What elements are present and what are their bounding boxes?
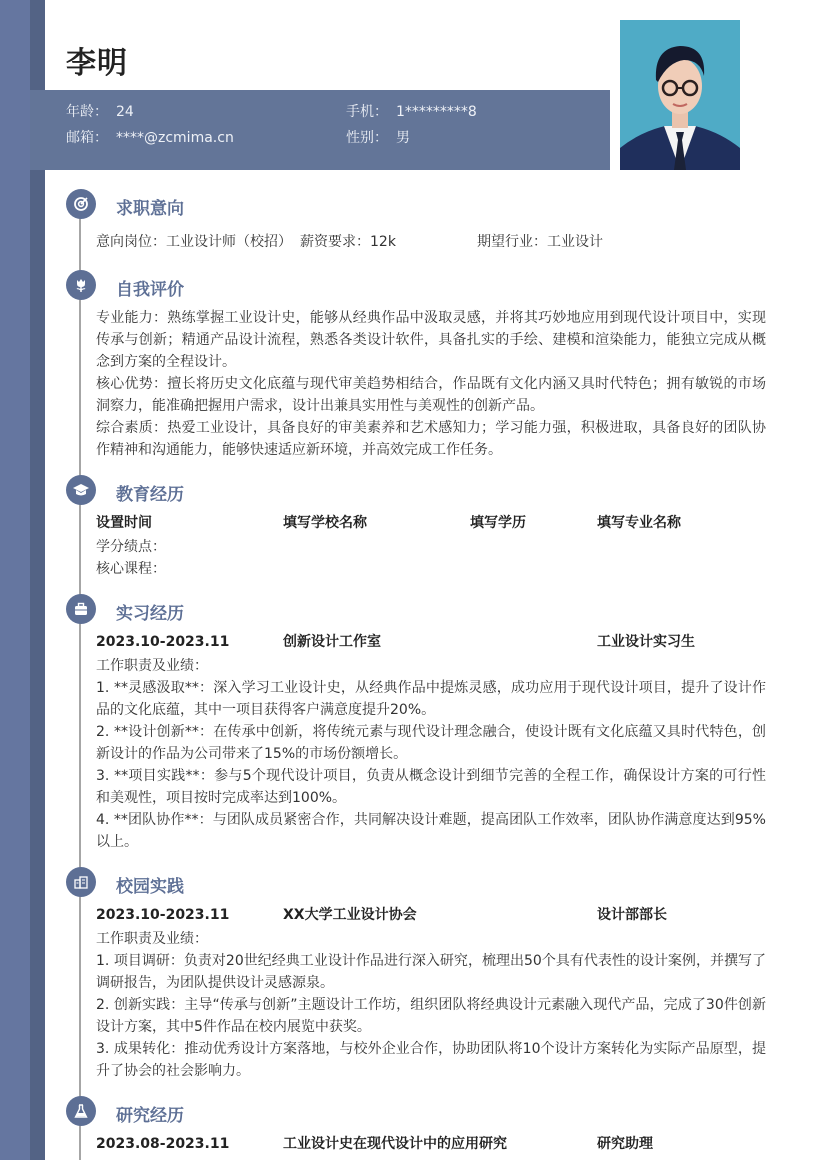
flower-icon bbox=[66, 270, 96, 300]
expected-industry: 期望行业：工业设计 bbox=[477, 234, 603, 250]
intern-duty-label: 工作职责及业绩： bbox=[96, 658, 208, 674]
campus-item: 1. 项目调研：负责对20世纪经典工业设计作品进行深入研究，梳理出50个具有代表性的设计案例，并撰写了调研报告，为团队提供设计灵感源泉。 bbox=[96, 953, 766, 991]
building-icon bbox=[66, 867, 96, 897]
portrait-photo bbox=[620, 20, 740, 170]
intern-item: 1. **灵感汲取**：深入学习工业设计史，从经典作品中提炼灵感，成功应用于现代设计项目，提升了设计作品的文化底蕴，其中一项目获得客户满意度提升20%。 bbox=[96, 680, 766, 718]
phone-field: 手机： 1*********8 bbox=[346, 104, 477, 120]
email-field: 邮箱： ****@zcmima.cn bbox=[66, 130, 234, 146]
self-eval-paragraph: 专业能力：熟练掌握工业设计史，能够从经典作品中汲取灵感，并将其巧妙地应用到现代设计项目中，实现传承与创新；精通产品设计流程，熟悉各类设计软件，具备扎实的手绘、建模和渲染能力，能独立完成从概念到方案的全程设计。 bbox=[96, 310, 766, 370]
research-time: 2023.08-2023.11 bbox=[96, 1136, 230, 1152]
intern-time: 2023.10-2023.11 bbox=[96, 634, 230, 650]
self-eval-paragraph: 核心优势：擅长将历史文化底蕴与现代审美趋势相结合，作品既有文化内涵又具时代特色；拥有敏锐的市场洞察力，能准确把握用户需求，设计出兼具实用性与美观性的创新产品。 bbox=[96, 376, 766, 414]
edu-major: 填写专业名称 bbox=[597, 515, 681, 531]
campus-duty-label: 工作职责及业绩： bbox=[96, 931, 208, 947]
age-field: 年龄： 24 bbox=[66, 104, 134, 120]
campus-item: 2. 创新实践：主导“传承与创新”主题设计工作坊，组织团队将经典设计元素融入现代产品，完成了30件创新设计方案，其中5件作品在校内展览中获奖。 bbox=[96, 997, 766, 1035]
edu-time: 设置时间 bbox=[96, 515, 152, 531]
section-title-campus: 校园实践 bbox=[116, 877, 184, 897]
left-decor-strip bbox=[0, 0, 30, 1160]
section-title-intention: 求职意向 bbox=[116, 199, 184, 219]
flask-icon bbox=[66, 1096, 96, 1126]
campus-role: 设计部部长 bbox=[597, 907, 667, 923]
candidate-name: 李明 bbox=[66, 46, 128, 81]
section-title-internship: 实习经历 bbox=[116, 604, 184, 624]
intern-org: 创新设计工作室 bbox=[283, 634, 381, 650]
contact-band bbox=[30, 90, 610, 170]
timeline-line bbox=[79, 204, 81, 1160]
edu-courses: 核心课程： bbox=[96, 561, 166, 577]
intern-item: 2. **设计创新**：在传承中创新，将传统元素与现代设计理念融合，使设计既有文化底蕴又具时代特色，创新设计的作品为公司带来了15%的市场份额增长。 bbox=[96, 724, 766, 762]
briefcase-icon bbox=[66, 594, 96, 624]
salary-expectation: 薪资要求：12k bbox=[300, 234, 396, 250]
target-icon bbox=[66, 189, 96, 219]
edu-degree: 填写学历 bbox=[470, 515, 526, 531]
intern-item: 3. **项目实践**：参与5个现代设计项目，负责从概念设计到细节完善的全程工作，确保设计方案的可行性和美观性，项目按时完成率达到100%。 bbox=[96, 768, 766, 806]
campus-item: 3. 成果转化：推动优秀设计方案落地，与校外企业合作，协助团队将10个设计方案转化为实际产品原型，提升了协会的社会影响力。 bbox=[96, 1041, 766, 1079]
intern-item: 4. **团队协作**：与团队成员紧密合作，共同解决设计难题，提高团队工作效率，团队协作满意度达到95%以上。 bbox=[96, 812, 766, 850]
section-title-self-eval: 自我评价 bbox=[116, 280, 184, 300]
self-eval-paragraph: 综合素质：热爱工业设计，具备良好的审美素养和艺术感知力；学习能力强，积极进取，具备良好的团队协作精神和沟通能力，能够快速适应新环境，并高效完成工作任务。 bbox=[96, 420, 766, 458]
intended-position: 意向岗位：工业设计师（校招） bbox=[96, 234, 292, 250]
left-decor-strip-inner bbox=[30, 0, 45, 1160]
research-topic: 工业设计史在现代设计中的应用研究 bbox=[283, 1136, 507, 1152]
intern-role: 工业设计实习生 bbox=[597, 634, 695, 650]
gender-field: 性别： 男 bbox=[346, 130, 410, 146]
campus-time: 2023.10-2023.11 bbox=[96, 907, 230, 923]
research-role: 研究助理 bbox=[597, 1136, 653, 1152]
edu-school: 填写学校名称 bbox=[283, 515, 367, 531]
graduation-cap-icon bbox=[66, 475, 96, 505]
section-title-education: 教育经历 bbox=[116, 485, 184, 505]
campus-org: XX大学工业设计协会 bbox=[283, 907, 417, 923]
edu-gpa: 学分绩点： bbox=[96, 539, 166, 555]
section-title-research: 研究经历 bbox=[116, 1106, 184, 1126]
